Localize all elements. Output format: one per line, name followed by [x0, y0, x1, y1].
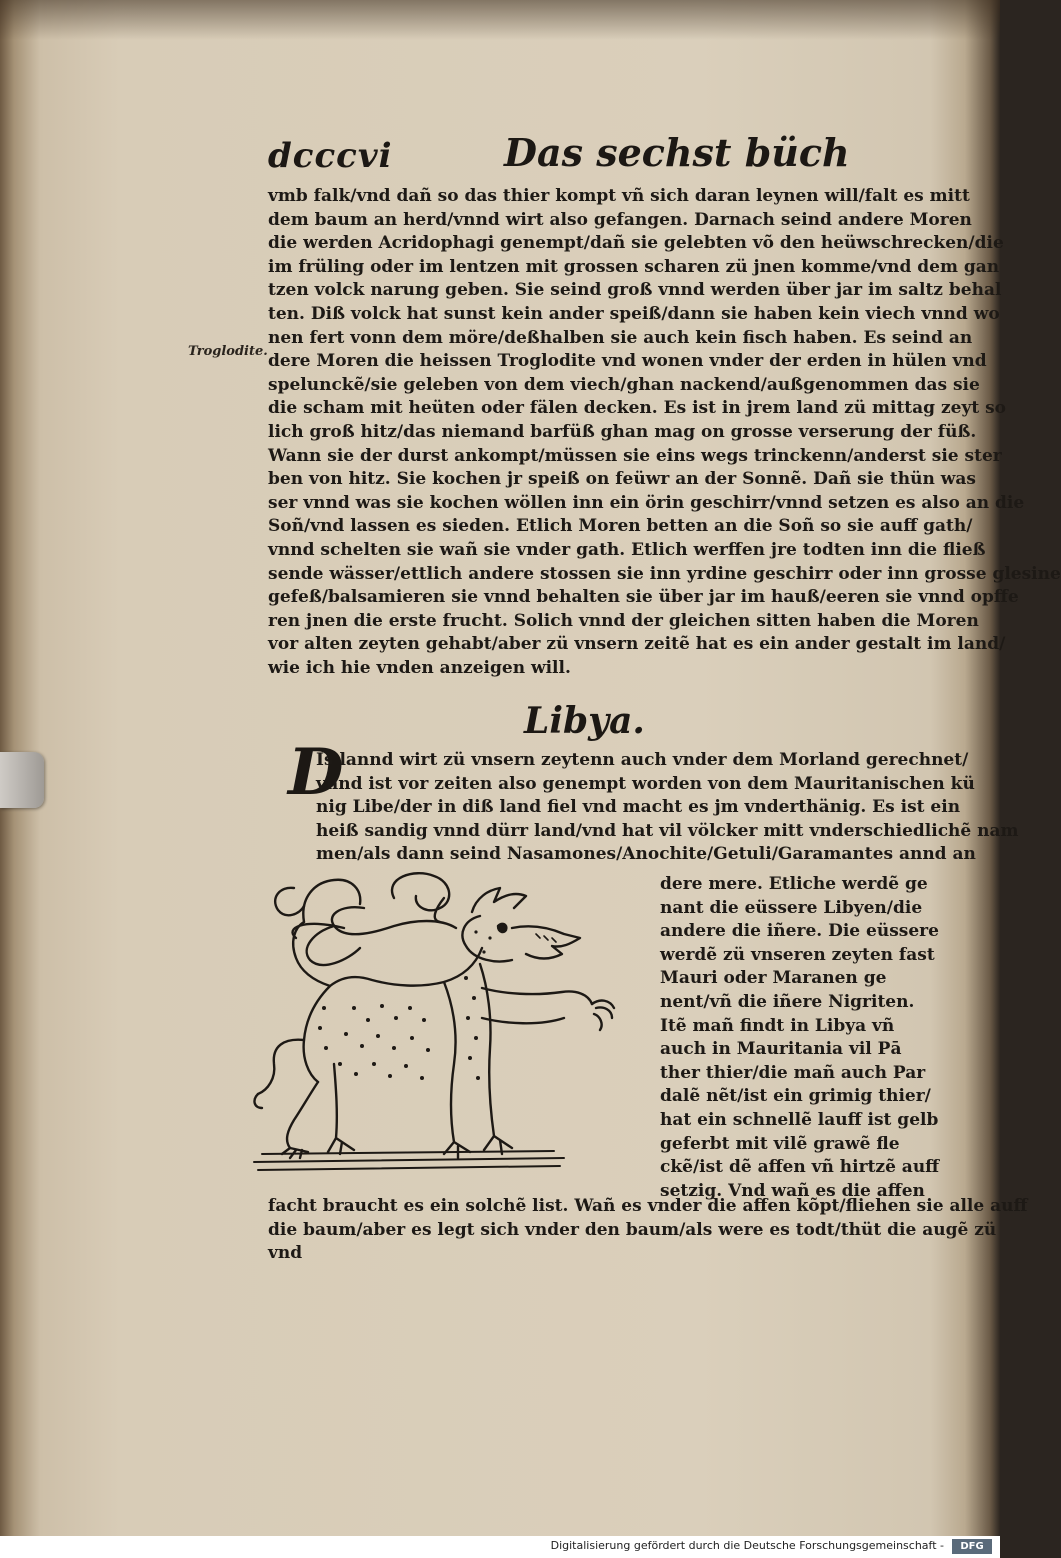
text-line: ther thier/die mañ auch Par	[660, 1062, 926, 1083]
footer-bar	[0, 1536, 1000, 1558]
text-line: wie ich hie vnden anzeigen will.	[268, 658, 571, 678]
text-line: ren jnen die erste frucht. Solich vnnd der gleichen sitten haben die Moren	[268, 610, 979, 631]
text-line: ben von hitz. Sie kochen jr speiß on feüwr an der Sonnẽ. Dañ sie thün was	[268, 469, 976, 490]
running-head	[268, 130, 908, 178]
text-line: vmb falk/vnd dañ so das thier kompt vñ sich daran leynen will/falt es mitt	[268, 186, 970, 206]
text-line: die baum/aber es legt sich vnder den baum/als were es todt/thüt die augẽ zü	[268, 1219, 997, 1240]
dfg-logo: DFG	[952, 1539, 992, 1554]
text-line: vnd	[268, 1243, 303, 1264]
decorated-initial: D	[288, 735, 344, 810]
funding-notice: Digitalisierung gefördert durch die Deutsche Forschungsgemeinschaft -	[550, 1539, 944, 1552]
text-line: andere die iñere. Die eüssere	[660, 921, 939, 942]
text-line: hat ein schnellẽ lauff ist gelb	[660, 1110, 939, 1130]
text-line: vnnd schelten sie wañ sie vnder gath. Etlich werffen jre todten inn die fließ	[268, 540, 986, 560]
text-line: werdẽ zü vnseren zeyten fast	[660, 944, 935, 965]
text-line: Wann sie der durst ankompt/müssen sie eins wegs trinckenn/anderst sie ster	[268, 445, 1002, 466]
text-line: die werden Acridophagi genempt/dañ sie gelebten võ den heüwschrecken/die	[268, 233, 1004, 254]
panther-woodcut-illustration	[244, 868, 648, 1178]
text-line: die scham mit heüten oder fälen decken. Es ist in jrem land zü mittag zeyt so	[268, 398, 1007, 419]
text-line: dalẽ nẽt/ist ein grimig thier/	[660, 1086, 931, 1107]
text-line: ckẽ/ist dẽ affen vñ hirtzẽ auff	[660, 1157, 940, 1178]
section-title: Libya.	[524, 700, 645, 742]
book-title: Das sechst büch	[504, 130, 850, 175]
text-line: facht braucht es ein solchẽ list. Wañ es vnder die affen kõpt/fliehen sie alle auff	[268, 1196, 1028, 1216]
text-line: auch in Mauritania vil Pā	[660, 1039, 902, 1060]
text-line: vnnd ist vor zeiten also genempt worden von dem Mauritanischen kü	[316, 773, 975, 794]
text-line: gefeß/balsamieren sie vnnd behalten sie über jar im hauß/eeren sie vnnd opffe	[268, 587, 1019, 608]
page-clip	[0, 752, 44, 808]
text-line: dem baum an herd/vnnd wirt also gefangen. Darnach seind andere Moren	[268, 209, 972, 230]
text-line: lich groß hitz/das niemand barfüß ghan mag on grosse verserung der füß.	[268, 422, 977, 442]
folio-number: dcccvi	[268, 136, 393, 176]
section-two-intro	[316, 748, 1019, 878]
text-line: geferbt mit vilẽ grawẽ fle	[660, 1133, 900, 1154]
text-line: Soñ/vnd lassen es sieden. Etlich Moren betten an die Soñ so sie auff gath/	[268, 516, 973, 537]
text-line: Is lannd wirt zü vnsern zeytenn auch vnder dem Morland gerechnet/	[316, 750, 969, 770]
text-line: vor alten zeyten gehabt/aber zü vnsern zeitẽ hat es ein ander gestalt im land/	[268, 634, 1006, 655]
text-line: ser vnnd was sie kochen wöllen inn ein örin geschirr/vnnd setzen es also an die	[268, 492, 1025, 513]
text-line: heiß sandig vnnd dürr land/vnd hat vil völcker mitt vnderschiedlichẽ nam	[316, 820, 1019, 841]
text-line: ten. Diß volck hat sunst kein ander speiß/dann sie haben kein viech vnnd wo	[268, 304, 1000, 324]
text-line: setzig. Vnd wañ es die affen	[660, 1180, 925, 1201]
text-line: im früling oder im lentzen mit grossen scharen zü jnen komme/vnd dem gan	[268, 256, 1000, 277]
text-line: nent/vñ die iñere Nigriten.	[660, 992, 915, 1012]
page-top-shadow	[0, 0, 1000, 40]
text-line: dere Moren die heissen Troglodite vnd wonen vnder der erden in hülen vnd	[268, 351, 987, 372]
text-line: Mauri oder Maranen ge	[660, 968, 887, 989]
text-line: men/als dann seind Nasamones/Anochite/Getuli/Garamantes annd an	[316, 844, 976, 865]
text-line: dere mere. Etliche werdẽ ge	[660, 874, 928, 894]
text-line: nant die eüssere Libyen/die	[660, 897, 923, 918]
section-two-narrow	[660, 872, 940, 1202]
text-line: Itẽ mañ findt in Libya vñ	[660, 1015, 895, 1036]
text-line: nig Libe/der in diß land fiel vnd macht es jm vnderthänig. Es ist ein	[316, 797, 961, 818]
margin-note: Troglodite.	[188, 344, 268, 359]
text-line: nen fert vonn dem möre/deßhalben sie auch kein fisch haben. Es seind an	[268, 327, 973, 348]
text-line: sende wässer/ettlich andere stossen sie inn yrdine geschirr oder inn grosse glesine	[268, 563, 1061, 584]
text-line: spelunckẽ/sie geleben von dem viech/ghan nackend/außgenommen das sie	[268, 374, 980, 395]
section-one-text	[268, 184, 1061, 684]
section-two-closing	[268, 1194, 1028, 1274]
text-line: tzen volck narung geben. Sie seind groß vnnd werden über jar im saltz behal	[268, 280, 1002, 301]
